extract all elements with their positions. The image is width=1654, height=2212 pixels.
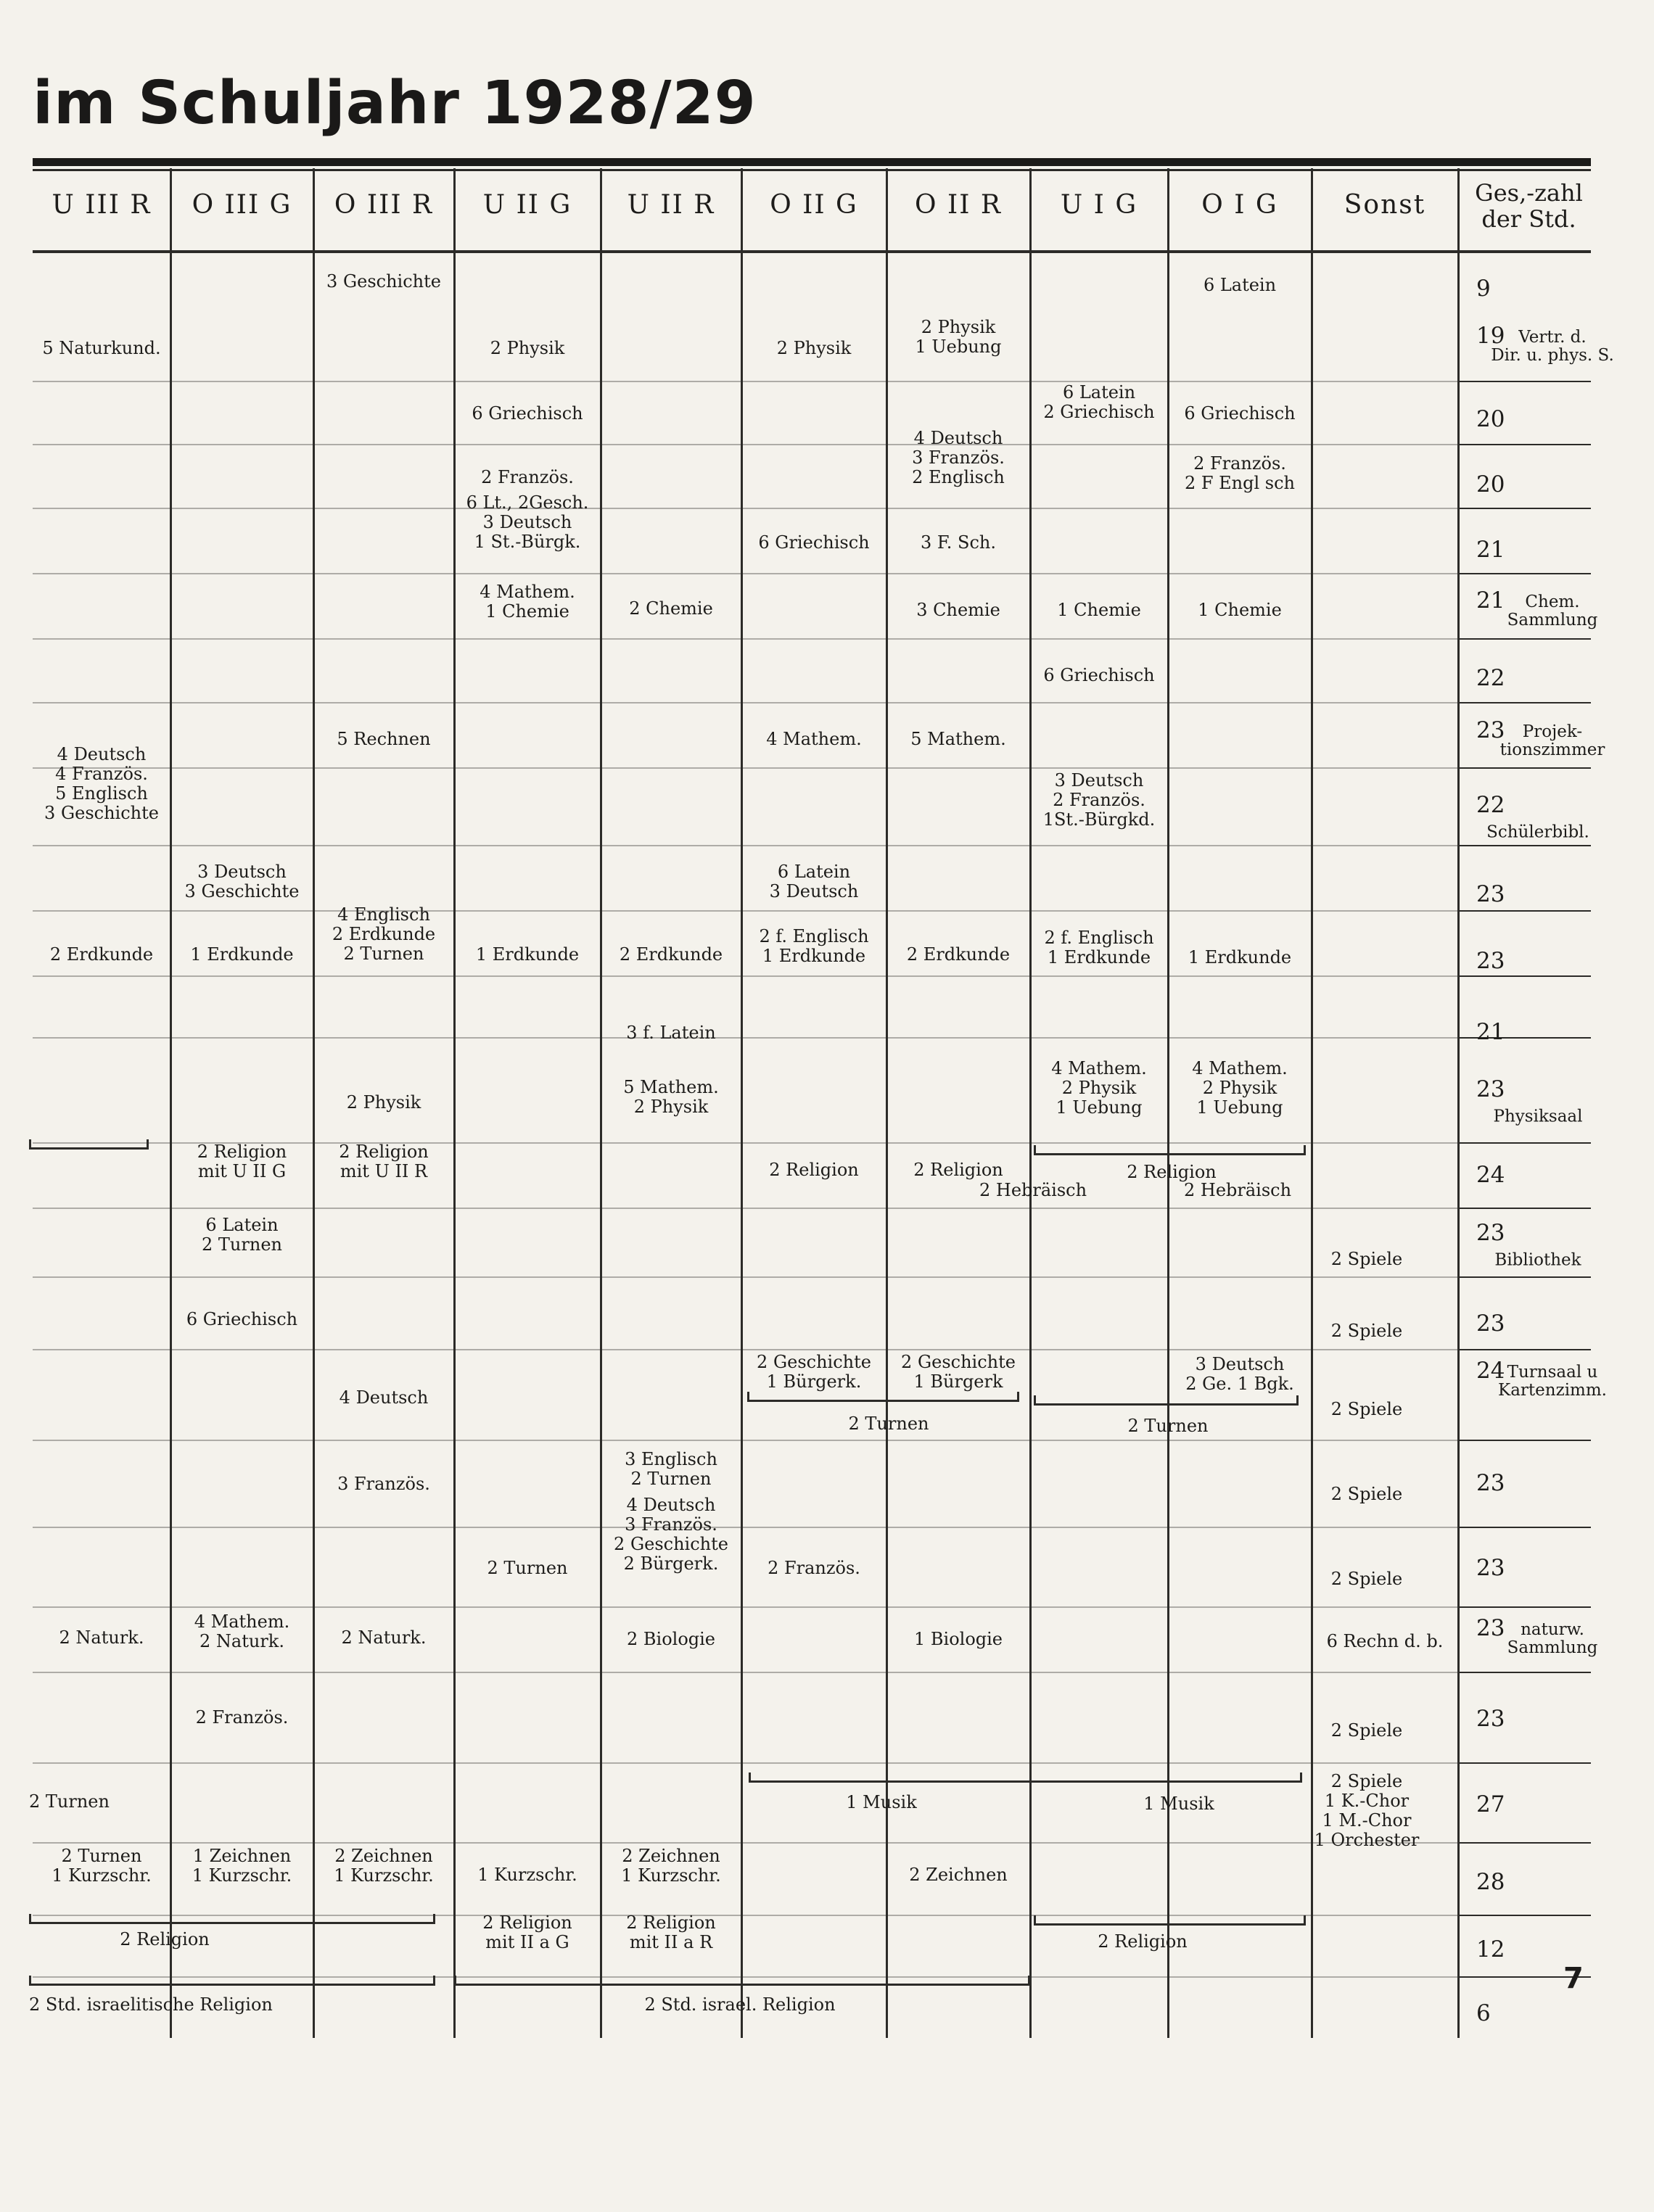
subject-cell: 2 f. Englisch 1 Erdkunde bbox=[759, 926, 869, 966]
subject-cell: 6 Griechisch bbox=[472, 403, 583, 424]
subject-cell: 4 Mathem. 1 Chemie bbox=[480, 582, 575, 622]
total-hours: 23 bbox=[1476, 1706, 1505, 1732]
row-divider bbox=[33, 1606, 1458, 1608]
subject-cell: 1 Erdkunde bbox=[1188, 946, 1292, 967]
subject-cell: 2 Religion mit U II R bbox=[339, 1142, 429, 1181]
grouping-brace bbox=[1034, 1913, 1306, 1926]
subject-cell: 4 Deutsch bbox=[339, 1387, 429, 1408]
subject-cell: 2 Physik bbox=[776, 337, 852, 358]
row-divider bbox=[33, 702, 1458, 703]
header-underline bbox=[33, 250, 1591, 253]
subject-cell: 6 Griechisch bbox=[758, 532, 870, 553]
subject-cell: 2 Geschichte 1 Bürgerk bbox=[901, 1352, 1016, 1392]
spanning-label: 2 Std. israelitische Religion bbox=[29, 1994, 273, 2015]
row-divider bbox=[33, 444, 1458, 445]
grouping-brace bbox=[749, 1770, 1302, 1783]
row-divider bbox=[1458, 1527, 1591, 1528]
subject-cell: 3 Geschichte bbox=[326, 271, 441, 292]
total-hours: 9 bbox=[1476, 276, 1491, 302]
spanning-label: 2 Religion bbox=[120, 1929, 210, 1949]
subject-cell: 2 Biologie bbox=[626, 1628, 716, 1649]
subject-cell: 5 Rechnen bbox=[337, 728, 431, 749]
room-note: Physiksaal bbox=[1493, 1107, 1583, 1126]
row-divider bbox=[33, 508, 1458, 509]
row-divider bbox=[1458, 1606, 1591, 1608]
subject-cell: 3 Deutsch 2 Ge. 1 Bgk. bbox=[1185, 1354, 1294, 1394]
column-header: O III R bbox=[334, 190, 434, 220]
total-hours: 21 bbox=[1476, 587, 1505, 614]
sonst-cell: 2 Spiele bbox=[1330, 1483, 1403, 1504]
row-divider bbox=[33, 845, 1458, 846]
total-hours: 23 bbox=[1476, 1615, 1505, 1641]
column-divider bbox=[453, 168, 456, 2038]
column-header: O II R bbox=[915, 190, 1002, 220]
column-divider bbox=[1167, 168, 1169, 2038]
row-divider bbox=[1458, 975, 1591, 977]
page-number: 7 bbox=[1563, 1962, 1584, 1995]
row-divider bbox=[1458, 1842, 1591, 1844]
subject-cell: 3 Chemie bbox=[916, 599, 1000, 620]
column-divider bbox=[313, 168, 315, 2038]
sonst-cell: 2 Spiele bbox=[1330, 1720, 1403, 1741]
subject-cell: 2 Erdkunde bbox=[619, 944, 723, 965]
room-note: Chem. Sammlung bbox=[1507, 593, 1598, 630]
column-header: O II G bbox=[770, 190, 858, 220]
spanning-label: 1 Musik bbox=[846, 1792, 917, 1812]
title-rule bbox=[33, 158, 1591, 166]
subject-cell: 3 f. Latein bbox=[626, 1022, 716, 1043]
sonst-cell: 2 Spiele bbox=[1330, 1398, 1403, 1419]
row-divider bbox=[1458, 1276, 1591, 1278]
subject-cell: 1 Chemie bbox=[1057, 599, 1141, 620]
total-hours: 22 bbox=[1476, 792, 1505, 818]
column-header: O III G bbox=[192, 190, 292, 220]
row-divider bbox=[1458, 638, 1591, 640]
spanning-label: 1 Musik bbox=[1143, 1794, 1214, 1814]
subject-cell: 3 Deutsch 3 Geschichte bbox=[184, 862, 300, 901]
subject-cell: 6 Latein 2 Griechisch bbox=[1043, 382, 1155, 422]
row-divider bbox=[33, 910, 1458, 912]
subject-cell: 6 Lt., 2Gesch. 3 Deutsch 1 St.-Bürgk. bbox=[466, 492, 589, 552]
row-divider bbox=[33, 1349, 1458, 1350]
row-divider bbox=[33, 638, 1458, 640]
spanning-label: 2 Turnen bbox=[29, 1791, 110, 1812]
subject-cell: 3 Deutsch 2 Französ. 1St.-Bürgkd. bbox=[1042, 769, 1156, 830]
subject-cell: 2 Französ. 2 F Engl sch bbox=[1184, 453, 1296, 493]
sonst-cell: 2 Spiele bbox=[1330, 1568, 1403, 1589]
total-hours: 23 bbox=[1476, 1311, 1505, 1337]
subject-cell: 5 Naturkund. bbox=[42, 337, 161, 358]
column-header: U II G bbox=[482, 190, 572, 220]
total-hours: 27 bbox=[1476, 1791, 1505, 1817]
total-hours: 21 bbox=[1476, 1019, 1505, 1045]
subject-cell: 2 f. Englisch 1 Erdkunde bbox=[1044, 928, 1154, 967]
total-hours: 21 bbox=[1476, 537, 1505, 563]
subject-cell: 4 Deutsch 4 Französ. 5 Englisch 3 Geschichte bbox=[44, 744, 159, 823]
total-hours: 20 bbox=[1476, 471, 1505, 498]
subject-cell: 6 Griechisch bbox=[186, 1308, 298, 1329]
total-hours: 23 bbox=[1476, 717, 1505, 743]
column-divider bbox=[600, 168, 602, 2038]
subject-cell: 4 Deutsch 3 Französ. 2 Geschichte 2 Bürgerk. bbox=[614, 1495, 728, 1574]
grouping-brace bbox=[1034, 1143, 1306, 1155]
subject-cell: 2 Turnen 1 Kurzschr. bbox=[52, 1846, 152, 1886]
subject-cell: 1 Erdkunde bbox=[190, 944, 294, 965]
subject-cell: 4 Mathem. 2 Naturk. bbox=[194, 1611, 290, 1651]
subject-cell: 2 Chemie bbox=[629, 598, 713, 619]
spanning-label: 2 Religion bbox=[1127, 1162, 1217, 1182]
room-note: Turnsaal u Kartenzimm. bbox=[1498, 1363, 1607, 1400]
subject-cell: 6 Latein bbox=[1203, 274, 1277, 295]
total-hours: 23 bbox=[1476, 1220, 1505, 1246]
total-hours: 22 bbox=[1476, 665, 1505, 691]
row-divider bbox=[33, 573, 1458, 574]
row-divider bbox=[1458, 381, 1591, 382]
row-divider bbox=[33, 767, 1458, 769]
total-hours: 23 bbox=[1476, 1076, 1505, 1102]
total-hours: 24 bbox=[1476, 1358, 1505, 1384]
column-divider bbox=[1311, 168, 1313, 2038]
row-divider bbox=[1458, 1762, 1591, 1764]
subject-cell: 6 Griechisch bbox=[1184, 403, 1296, 424]
grouping-brace bbox=[29, 1912, 435, 1924]
subject-cell: 2 Turnen bbox=[487, 1557, 568, 1578]
spanning-label: 2 Std. israel. Religion bbox=[644, 1994, 836, 2015]
subject-cell: 2 Naturk. bbox=[341, 1627, 427, 1648]
subject-cell: 2 Erdkunde bbox=[49, 944, 154, 965]
room-note: Vertr. d. Dir. u. phys. S. bbox=[1491, 328, 1614, 365]
row-divider bbox=[1458, 1142, 1591, 1144]
row-divider bbox=[1458, 1440, 1591, 1441]
subject-cell: 2 Physik 1 Uebung bbox=[915, 317, 1002, 357]
subject-cell: 2 Geschichte 1 Bürgerk. bbox=[757, 1352, 871, 1392]
title-rule-thin bbox=[33, 169, 1591, 171]
total-hours: 23 bbox=[1476, 1470, 1505, 1496]
column-divider bbox=[741, 168, 743, 2038]
subject-cell: 2 Zeichnen bbox=[909, 1864, 1008, 1885]
row-divider bbox=[1458, 1208, 1591, 1209]
subject-cell: 4 Mathem. 2 Physik 1 Uebung bbox=[1192, 1057, 1288, 1118]
total-hours: 20 bbox=[1476, 406, 1505, 432]
row-divider bbox=[33, 1842, 1458, 1844]
total-hours: 28 bbox=[1476, 1869, 1505, 1895]
subject-cell: 2 Physik bbox=[490, 337, 565, 358]
page-title: im Schuljahr 1928/29 bbox=[33, 69, 757, 138]
row-divider bbox=[1458, 910, 1591, 912]
row-divider bbox=[33, 1762, 1458, 1764]
row-divider bbox=[1458, 508, 1591, 509]
total-hours: 6 bbox=[1476, 2000, 1491, 2026]
subject-cell: 2 Französ. bbox=[768, 1557, 860, 1578]
subject-cell: 2 Religion mit II a R bbox=[626, 1912, 716, 1952]
subject-cell: 2 Physik bbox=[346, 1091, 421, 1113]
grouping-brace bbox=[747, 1390, 1019, 1402]
subject-cell: 6 Latein 3 Deutsch bbox=[769, 862, 859, 901]
row-divider bbox=[1458, 845, 1591, 846]
row-divider bbox=[33, 1037, 1458, 1039]
total-hours: 19 bbox=[1476, 323, 1505, 349]
row-divider bbox=[33, 381, 1458, 382]
row-divider bbox=[33, 1276, 1458, 1278]
room-note: Schülerbibl. bbox=[1486, 822, 1589, 842]
subject-cell: 2 Religion bbox=[913, 1159, 1003, 1180]
row-divider bbox=[33, 1672, 1458, 1673]
subject-cell: 6 Rechn d. b. bbox=[1326, 1630, 1444, 1651]
subject-cell: 4 Deutsch 3 Französ. 2 Englisch bbox=[912, 427, 1005, 487]
room-note: Bibliothek bbox=[1494, 1250, 1581, 1270]
total-hours: 23 bbox=[1476, 881, 1505, 907]
row-divider bbox=[1458, 1349, 1591, 1350]
total-hours: 23 bbox=[1476, 948, 1505, 974]
row-divider bbox=[1458, 444, 1591, 445]
spanning-label: 2 Turnen bbox=[848, 1414, 929, 1434]
subject-cell: 1 Biologie bbox=[913, 1628, 1003, 1649]
row-divider bbox=[1458, 767, 1591, 769]
subject-cell: 5 Mathem. bbox=[910, 728, 1006, 749]
total-hours: 24 bbox=[1476, 1162, 1505, 1188]
column-header: O I G bbox=[1201, 190, 1278, 220]
subject-cell: 6 Griechisch bbox=[1043, 664, 1155, 685]
spanning-label: 2 Turnen bbox=[1127, 1416, 1209, 1436]
column-header: Sonst bbox=[1344, 190, 1426, 220]
subject-cell: 5 Mathem. 2 Physik bbox=[623, 1077, 719, 1117]
subject-cell: 1 Kurzschr. bbox=[477, 1864, 577, 1885]
sonst-cell: 2 Spiele 1 K.-Chor 1 M.-Chor 1 Orchester bbox=[1314, 1771, 1420, 1850]
subject-cell: 1 Zeichnen 1 Kurzschr. bbox=[192, 1846, 292, 1886]
room-note: Projek- tionszimmer bbox=[1499, 722, 1605, 759]
sonst-cell: 2 Spiele bbox=[1330, 1320, 1403, 1341]
column-divider bbox=[170, 168, 172, 2038]
subject-cell: 2 Französ. bbox=[195, 1707, 289, 1728]
subject-cell: 2 Religion bbox=[769, 1159, 859, 1180]
spanning-label: 2 Hebräisch bbox=[979, 1180, 1087, 1200]
subject-cell: 2 Zeichnen 1 Kurzschr. bbox=[621, 1846, 721, 1886]
room-note: naturw. Sammlung bbox=[1507, 1620, 1598, 1657]
spanning-label: 2 Hebräisch bbox=[1184, 1180, 1292, 1200]
subject-cell: 3 Englisch 2 Turnen bbox=[625, 1449, 717, 1489]
subject-cell: 3 F. Sch. bbox=[920, 532, 997, 553]
subject-cell: 2 Französ. bbox=[481, 466, 574, 487]
row-divider bbox=[1458, 1915, 1591, 1916]
header-total-hours: Ges,-zahl der Std. bbox=[1475, 179, 1583, 233]
row-divider bbox=[33, 1440, 1458, 1441]
total-hours: 12 bbox=[1476, 1936, 1505, 1963]
row-divider bbox=[33, 975, 1458, 977]
column-header: U III R bbox=[52, 190, 152, 220]
subject-cell: 2 Religion mit U II G bbox=[197, 1142, 287, 1181]
subject-cell: 3 Französ. bbox=[337, 1473, 430, 1494]
subject-cell: 2 Erdkunde bbox=[906, 944, 1011, 965]
subject-cell: 4 Englisch 2 Erdkunde 2 Turnen bbox=[332, 904, 436, 964]
grouping-brace bbox=[29, 1137, 149, 1150]
row-divider bbox=[33, 1208, 1458, 1209]
row-divider bbox=[33, 1527, 1458, 1528]
column-header: U II R bbox=[627, 190, 715, 220]
subject-cell: 4 Mathem. bbox=[766, 728, 862, 749]
grouping-brace bbox=[1034, 1393, 1299, 1406]
subject-cell: 2 Zeichnen 1 Kurzschr. bbox=[334, 1846, 434, 1886]
total-hours: 23 bbox=[1476, 1555, 1505, 1581]
grouping-brace bbox=[454, 1973, 1030, 1986]
subject-cell: 6 Latein 2 Turnen bbox=[202, 1215, 282, 1255]
subject-cell: 1 Chemie bbox=[1198, 599, 1282, 620]
column-divider bbox=[1457, 168, 1460, 2038]
subject-cell: 4 Mathem. 2 Physik 1 Uebung bbox=[1051, 1057, 1147, 1118]
column-header: U I G bbox=[1060, 190, 1138, 220]
row-divider bbox=[1458, 573, 1591, 574]
row-divider bbox=[1458, 702, 1591, 703]
spanning-label: 2 Religion bbox=[1098, 1931, 1188, 1952]
row-divider bbox=[1458, 1672, 1591, 1673]
column-divider bbox=[1029, 168, 1032, 2038]
subject-cell: 2 Religion mit II a G bbox=[482, 1912, 572, 1952]
column-divider bbox=[886, 168, 888, 2038]
sonst-cell: 2 Spiele bbox=[1330, 1248, 1403, 1269]
grouping-brace bbox=[29, 1973, 435, 1986]
subject-cell: 1 Erdkunde bbox=[475, 944, 580, 965]
subject-cell: 2 Naturk. bbox=[59, 1627, 144, 1648]
